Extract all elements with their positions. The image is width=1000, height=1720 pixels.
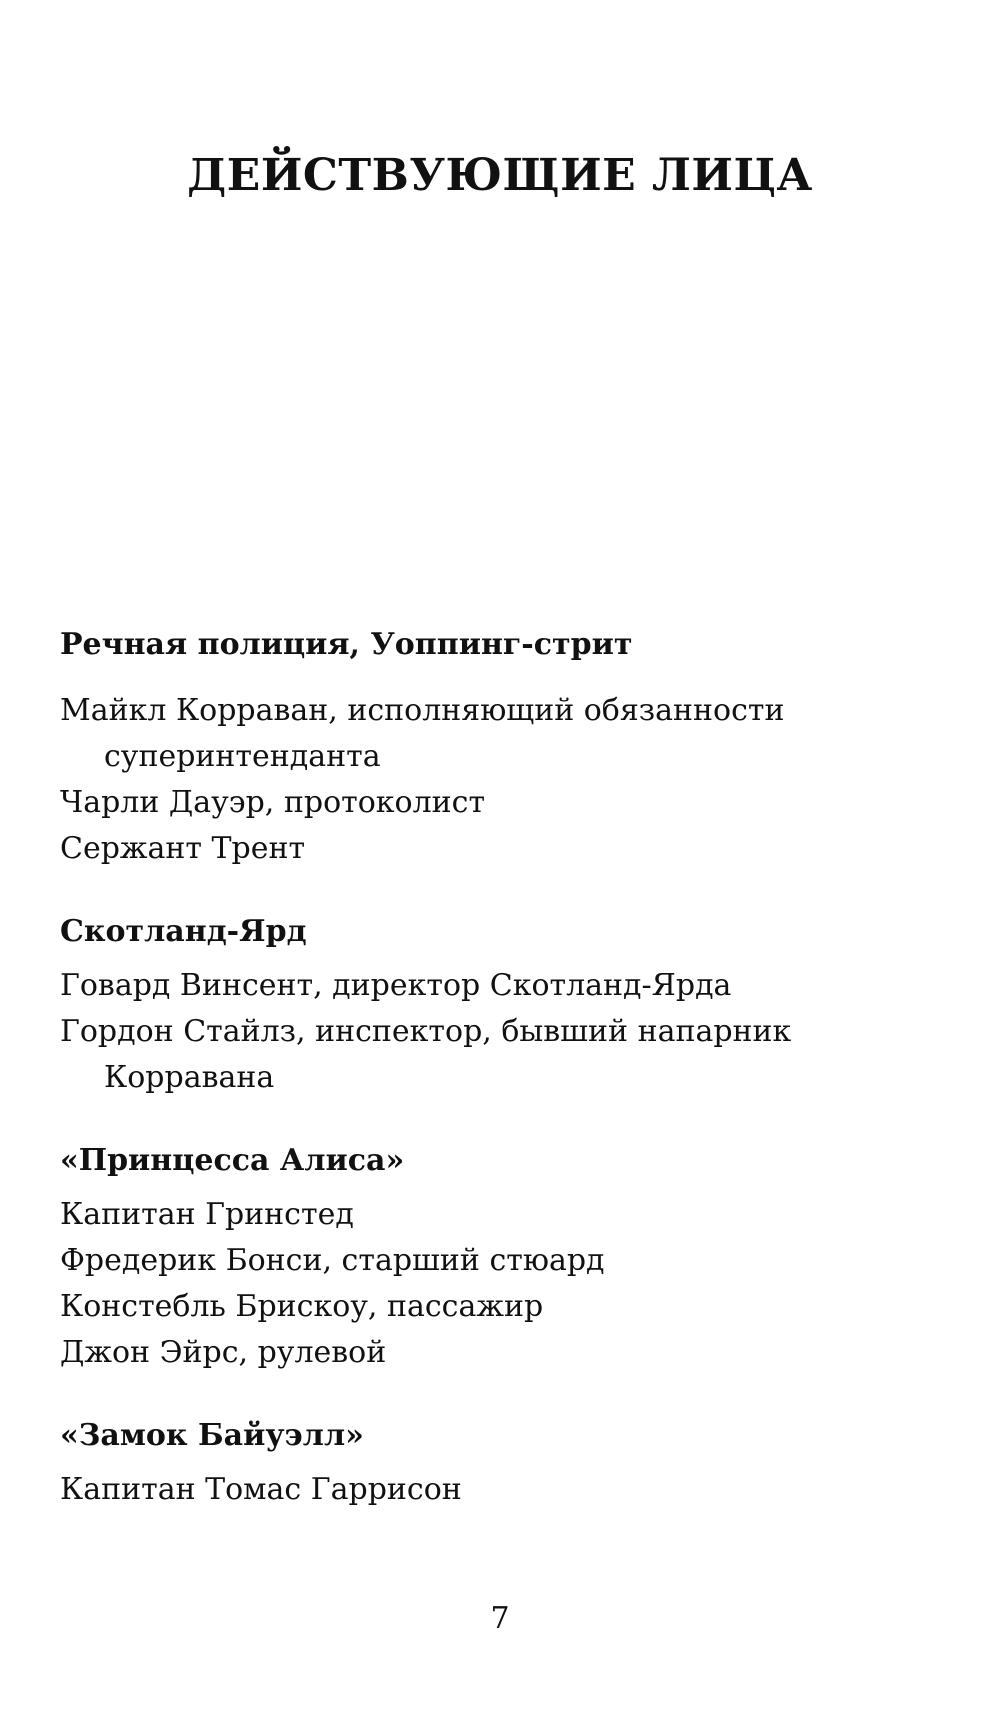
section-bywell-castle [60,1413,920,1513]
cast-list [60,622,920,1550]
section-heading: Скотланд-Ярд [60,914,307,949]
section-heading: «Замок Байуэлл» [60,1418,364,1453]
cast-entry: Говард Винсент, директор Скотланд-Ярда [60,968,732,1003]
page-title: ДЕЙСТВУЮЩИЕ ЛИЦА [187,150,813,201]
section-princess-alice [60,1138,920,1376]
cast-entry: Сержант Трент [60,831,306,866]
section-river-police [60,622,920,872]
cast-entry: Капитан Томас Гаррисон [60,1472,462,1507]
cast-entry: Констебль Брискоу, пассажир [60,1289,544,1324]
section-heading: Речная полиция, Уоппинг-стрит [60,627,633,662]
section-scotland-yard [60,909,920,1101]
section-heading: «Принцесса Алиса» [60,1143,405,1178]
cast-entry: Капитан Гринстед [60,1197,354,1232]
cast-entry: Майкл Корраван, исполняющий обязанности суперинтенданта [60,693,785,774]
page-number: 7 [490,1601,510,1636]
cast-entry: Гордон Стайлз, инспектор, бывший напарник Корравана [60,1014,792,1095]
cast-entry: Фредерик Бонси, старший стюард [60,1243,605,1278]
cast-entry: Чарли Дауэр, протоколист [60,785,486,820]
cast-entry: Джон Эйрс, рулевой [60,1335,387,1370]
